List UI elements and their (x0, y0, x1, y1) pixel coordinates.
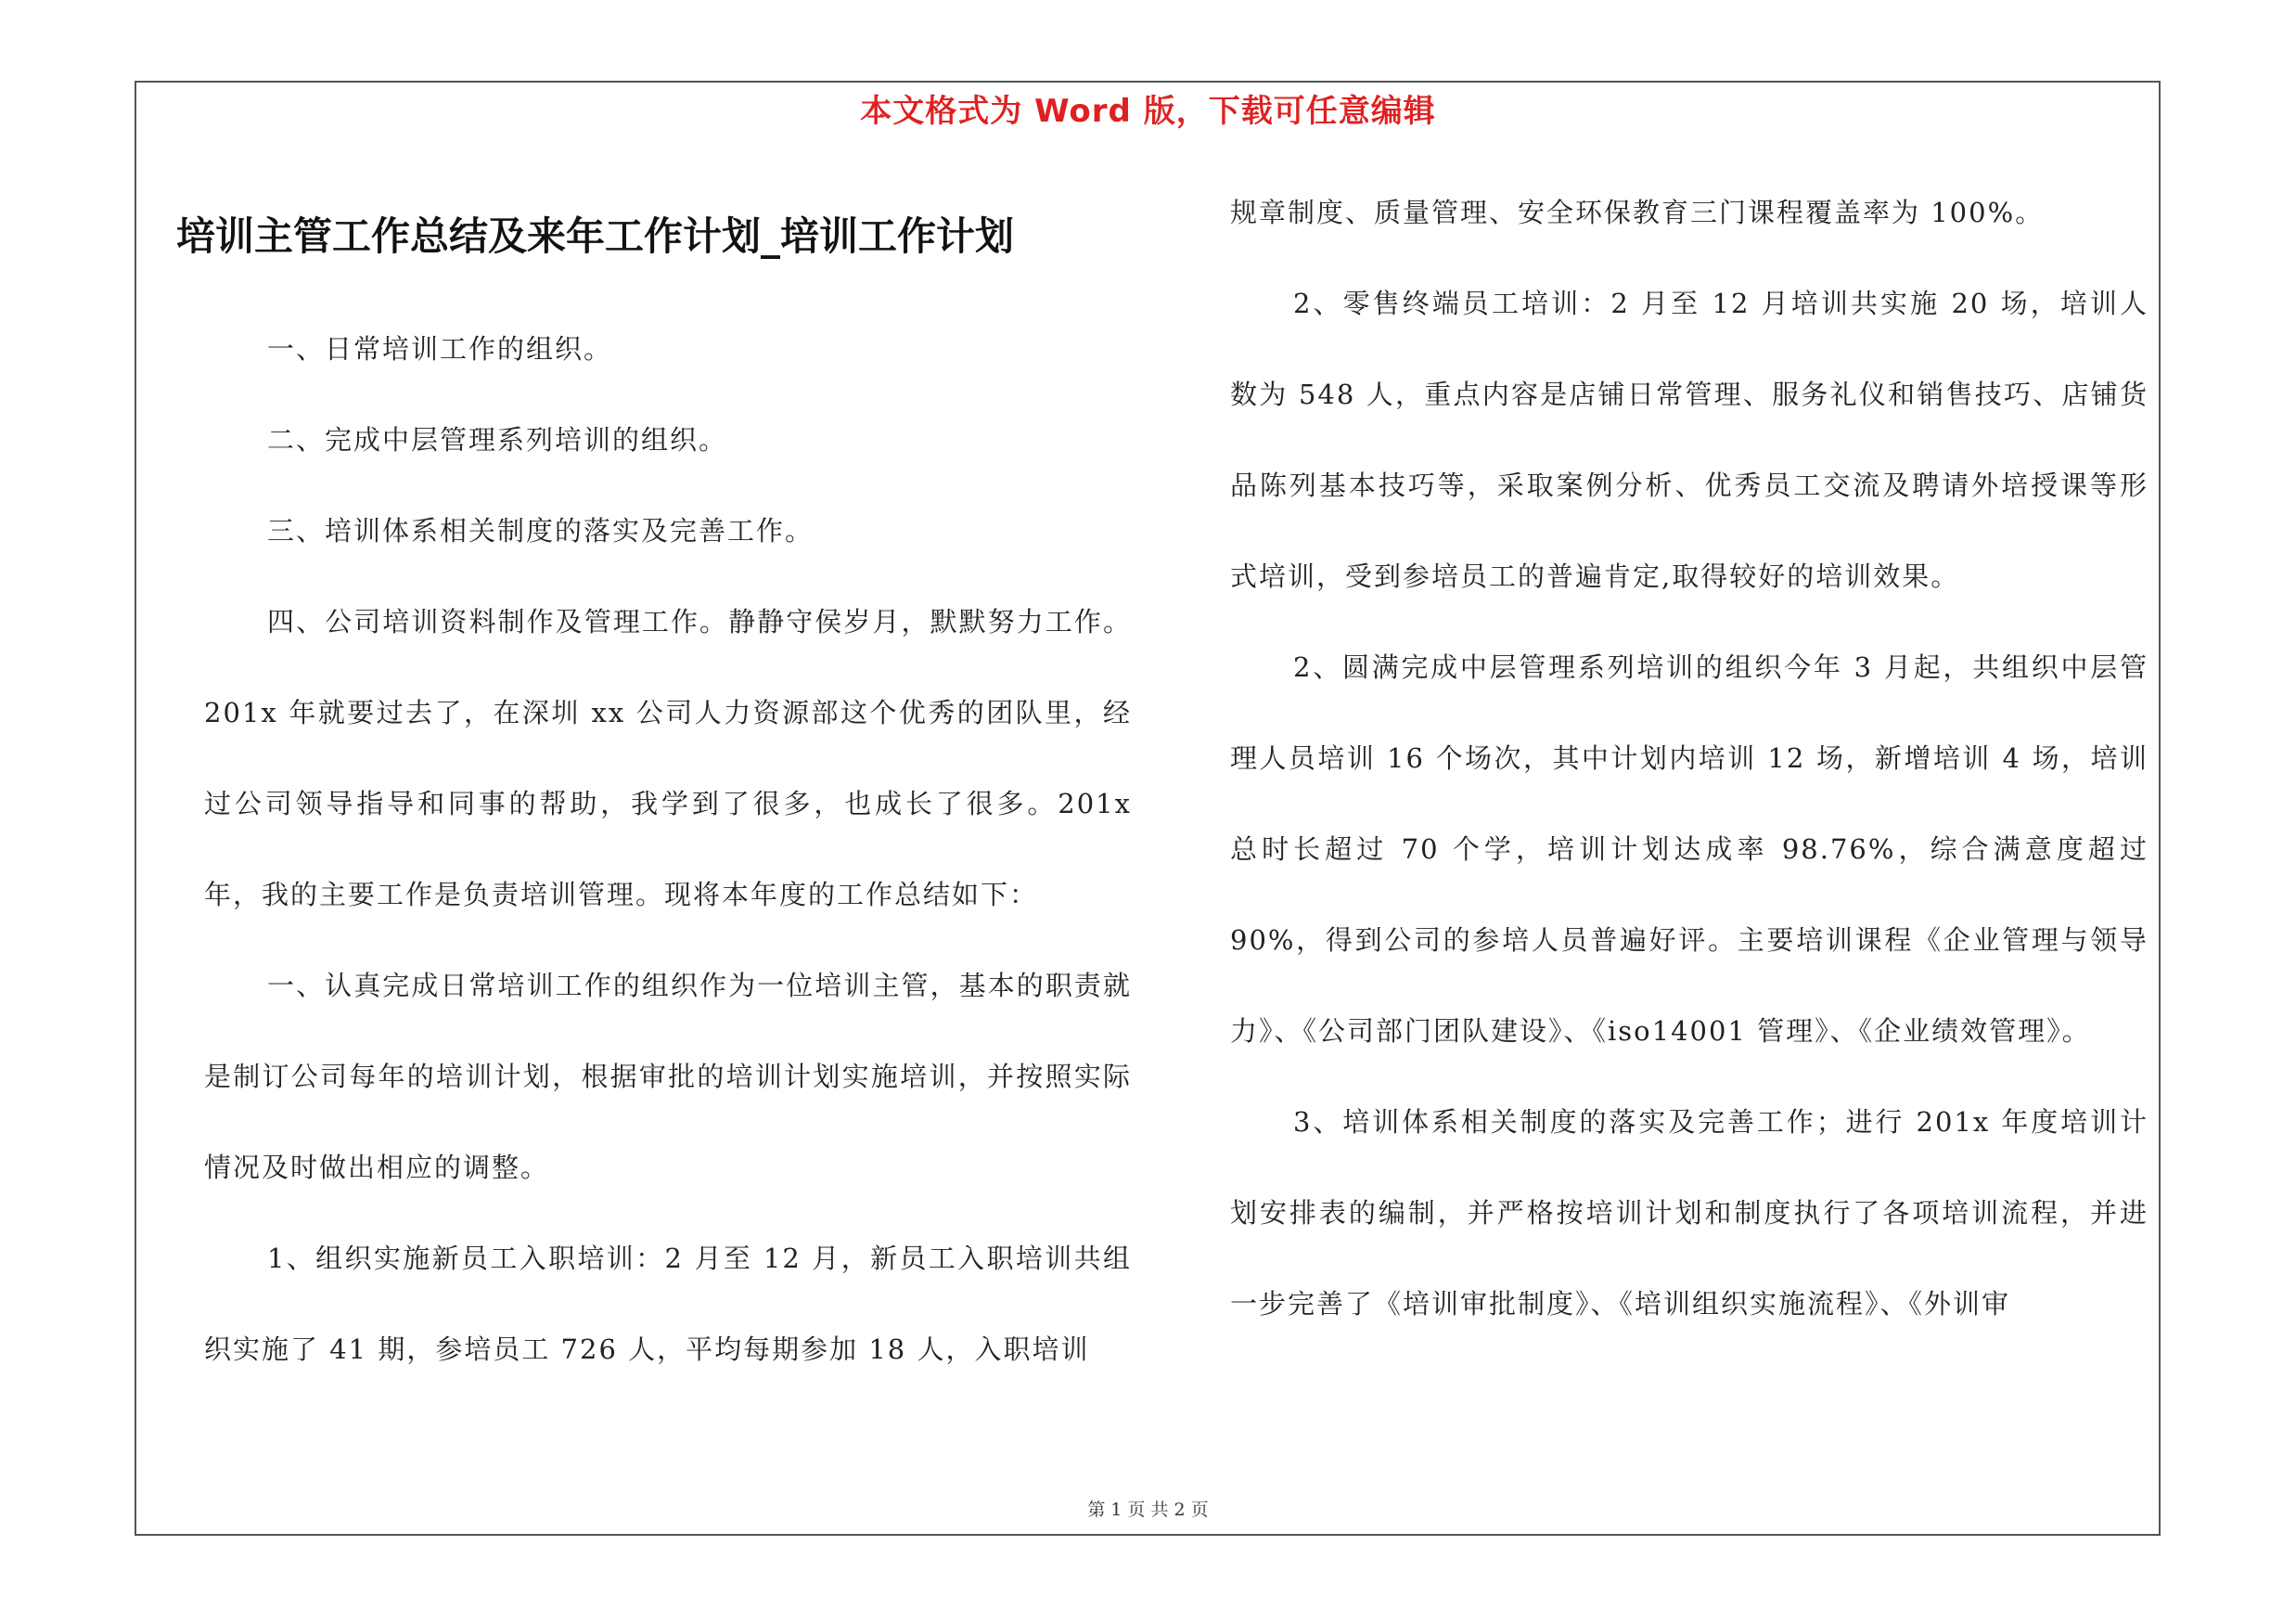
paragraph: 一、日常培训工作的组织。 (267, 333, 613, 365)
paragraph: 2、圆满完成中层管理系列培训的组织今年 3 月起，共组织中层管理人员培训 16 个场次，其中计划内培训 12 场，新增培训 4 场，培训总时长超过 70 个学，培训计划达成率 98.76%，综合满意度超过 90%，得到公司的参培人员普遍好评。主要培训课程《企业管理与领导力》、《公司部门团队建设》、《iso14001 管理》、《企业绩效管理》。 (1230, 651, 2148, 1047)
document-title: 培训主管工作总结及来年工作计划_培训工作计划 (176, 213, 1015, 259)
paragraph: 2、零售终端员工培训：2 月至 12 月培训共实施 20 场，培训人数为 548 人，重点内容是店铺日常管理、服务礼仪和销售技巧、店铺货品陈列基本技巧等，采取案例分析、优秀员工交流及聘请外培授课等形式培训，受到参培员工的普遍肯定,取得较好的培训效果。 (1230, 288, 2148, 592)
paragraph: 三、培训体系相关制度的落实及完善工作。 (267, 515, 815, 547)
page-number: 第 1 页 共 2 页 (1087, 1500, 1209, 1520)
format-notice-text: 本文格式为 Word 版，下载可任意编辑 (860, 93, 1436, 130)
paragraph: 3、培训体系相关制度的落实及完善工作；进行 201x 年度培训计划安排表的编制，并严格按培训计划和制度执行了各项培训流程，并进一步完善了《培训审批制度》、《培训组织实施流程》、《外训审 (1230, 1106, 2148, 1320)
right-column (1230, 167, 2148, 1349)
paragraph: 四、公司培训资料制作及管理工作。静静守侯岁月，默默努力工作。201x 年就要过去了，在深圳 xx 公司人力资源部这个优秀的团队里，经过公司领导指导和同事的帮助，我学到了很多，也成长了很多。201x 年，我的主要工作是负责培训管理。现将本年度的工作总结如下： (204, 606, 1132, 910)
left-column (204, 303, 1132, 1395)
paragraph: 1、组织实施新员工入职培训：2 月至 12 月，新员工入职培训共组织实施了 41 期，参培员工 726 人，平均每期参加 18 人，入职培训 (204, 1243, 1132, 1365)
paragraph: 一、认真完成日常培训工作的组织作为一位培训主管，基本的职责就是制订公司每年的培训计划，根据审批的培训计划实施培训，并按照实际情况及时做出相应的调整。 (204, 970, 1132, 1183)
paragraph-continuation: 规章制度、质量管理、安全环保教育三门课程覆盖率为 100%。 (1230, 197, 2045, 228)
format-notice-banner (0, 85, 2296, 131)
paragraph: 二、完成中层管理系列培训的组织。 (267, 424, 728, 456)
